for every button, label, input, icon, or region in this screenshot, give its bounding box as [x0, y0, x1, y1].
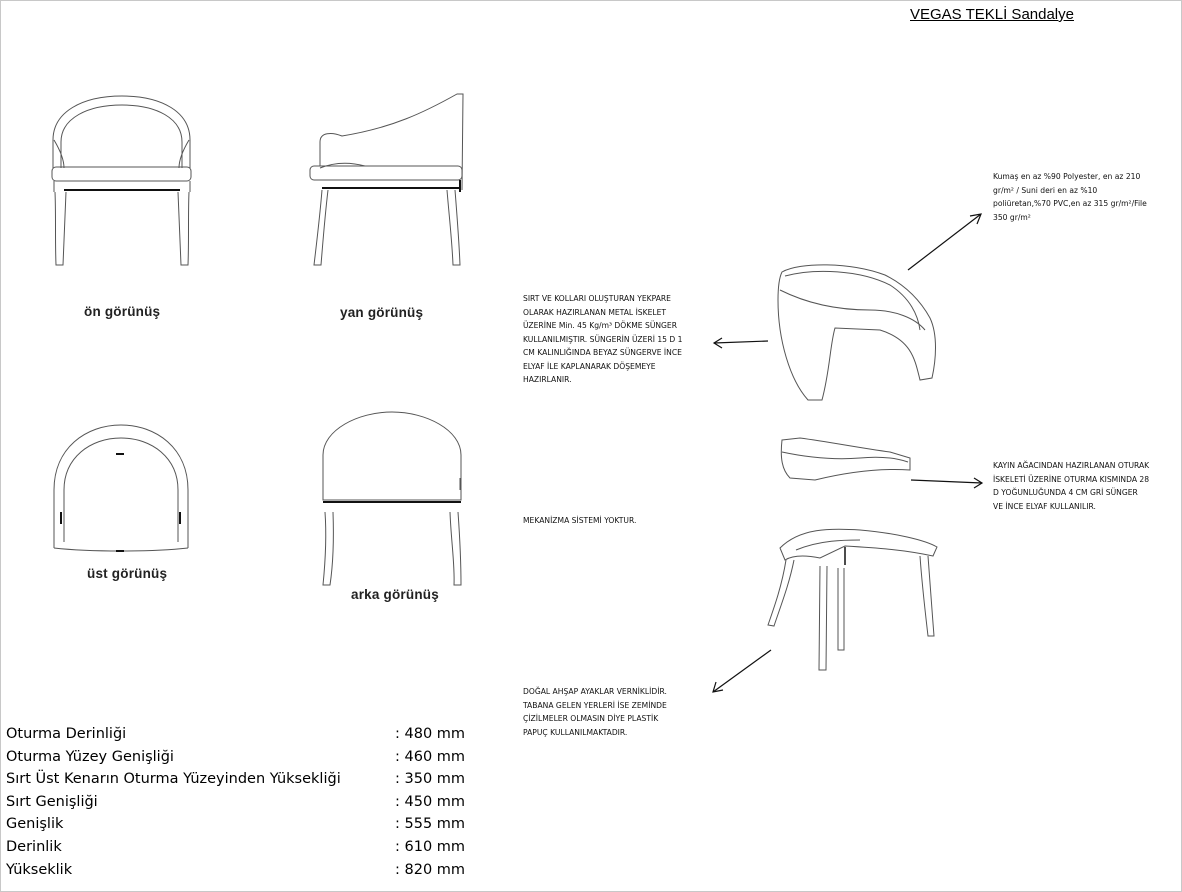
spec-value: : 480 mm [395, 726, 466, 742]
spec-value: : 820 mm [395, 861, 466, 878]
spec-value: : 610 mm [395, 838, 466, 855]
spec-row [6, 816, 466, 839]
spec-row [6, 749, 466, 772]
spec-row [6, 726, 466, 749]
spec-row [6, 794, 466, 817]
backrest-note: SIRT VE KOLLARI OLUŞTURAN YEKPARE OLARAK HAZIRLANAN METAL İSKELET ÜZERİNE Min. 45 Kg/m³ DÖKME SÜNGER KULLANILMIŞTIR. SÜNGERİN ÜZERİ 15 D 1 CM KALINLIĞINDA BEYAZ SÜNGERVE İNCE ELYAF İLE KAPLANARAK DÖŞEMEYE HAZIRLANIR. [523, 294, 683, 384]
spec-label: Yükseklik [6, 861, 73, 878]
mechanism-note: MEKANİZMA SİSTEMİ YOKTUR. [523, 516, 637, 525]
spec-value: : 460 mm [395, 748, 466, 765]
spec-label: Genişlik [6, 816, 64, 833]
spec-label: Sırt Üst Kenarın Oturma Yüzeyinden Yüksekliği [6, 771, 341, 788]
page-title: VEGAS TEKLİ Sandalye [910, 6, 1074, 23]
spec-value: : 450 mm [395, 793, 466, 810]
annotation-arrows [713, 214, 982, 692]
side-view-drawing [310, 94, 463, 265]
back-view-drawing [323, 412, 461, 585]
spec-row [6, 862, 466, 885]
spec-row [6, 839, 466, 862]
top-view-label: üst görünüş [87, 566, 168, 581]
seat-cushion-drawing [781, 438, 910, 480]
spec-value: : 350 mm [395, 771, 466, 788]
front-view-drawing [52, 96, 191, 265]
spec-label: Derinlik [6, 838, 62, 855]
spec-label: Sırt Genişliği [6, 793, 98, 810]
spec-label: Oturma Derinliği [6, 726, 127, 742]
spec-table [6, 726, 466, 884]
fabric-note: Kumaş en az %90 Polyester, en az 210 gr/m² / Suni deri en az %10 poliüretan,%70 PVC,en az 315 gr/m²/File 350 gr/m² [993, 172, 1147, 222]
seat-note: KAYIN AĞACINDAN HAZIRLANAN OTURAK İSKELETİ ÜZERİNE OTURMA KISMINDA 28 D YOĞUNLUĞUNDA 4 CM GRİ SÜNGER VE İNCE ELYAF KULLANILIR. [993, 461, 1150, 511]
spec-row [6, 771, 466, 794]
front-view-label: ön görünüş [84, 304, 161, 319]
shell-drawing [778, 265, 936, 400]
spec-value: : 555 mm [395, 816, 466, 833]
top-view-drawing [54, 425, 188, 551]
side-view-label: yan görünüş [340, 305, 424, 320]
legs-note: DOĞAL AHŞAP AYAKLAR VERNİKLİDİR. TABANA GELEN YERLERİ İSE ZEMİNDE ÇİZİLMELER OLMASIN DİYE PLASTİK PAPUÇ KULLANILMAKTADIR. [523, 687, 667, 737]
leg-frame-drawing [768, 529, 937, 670]
spec-label: Oturma Yüzey Genişliği [6, 748, 174, 765]
back-view-label: arka görünüş [351, 587, 439, 602]
